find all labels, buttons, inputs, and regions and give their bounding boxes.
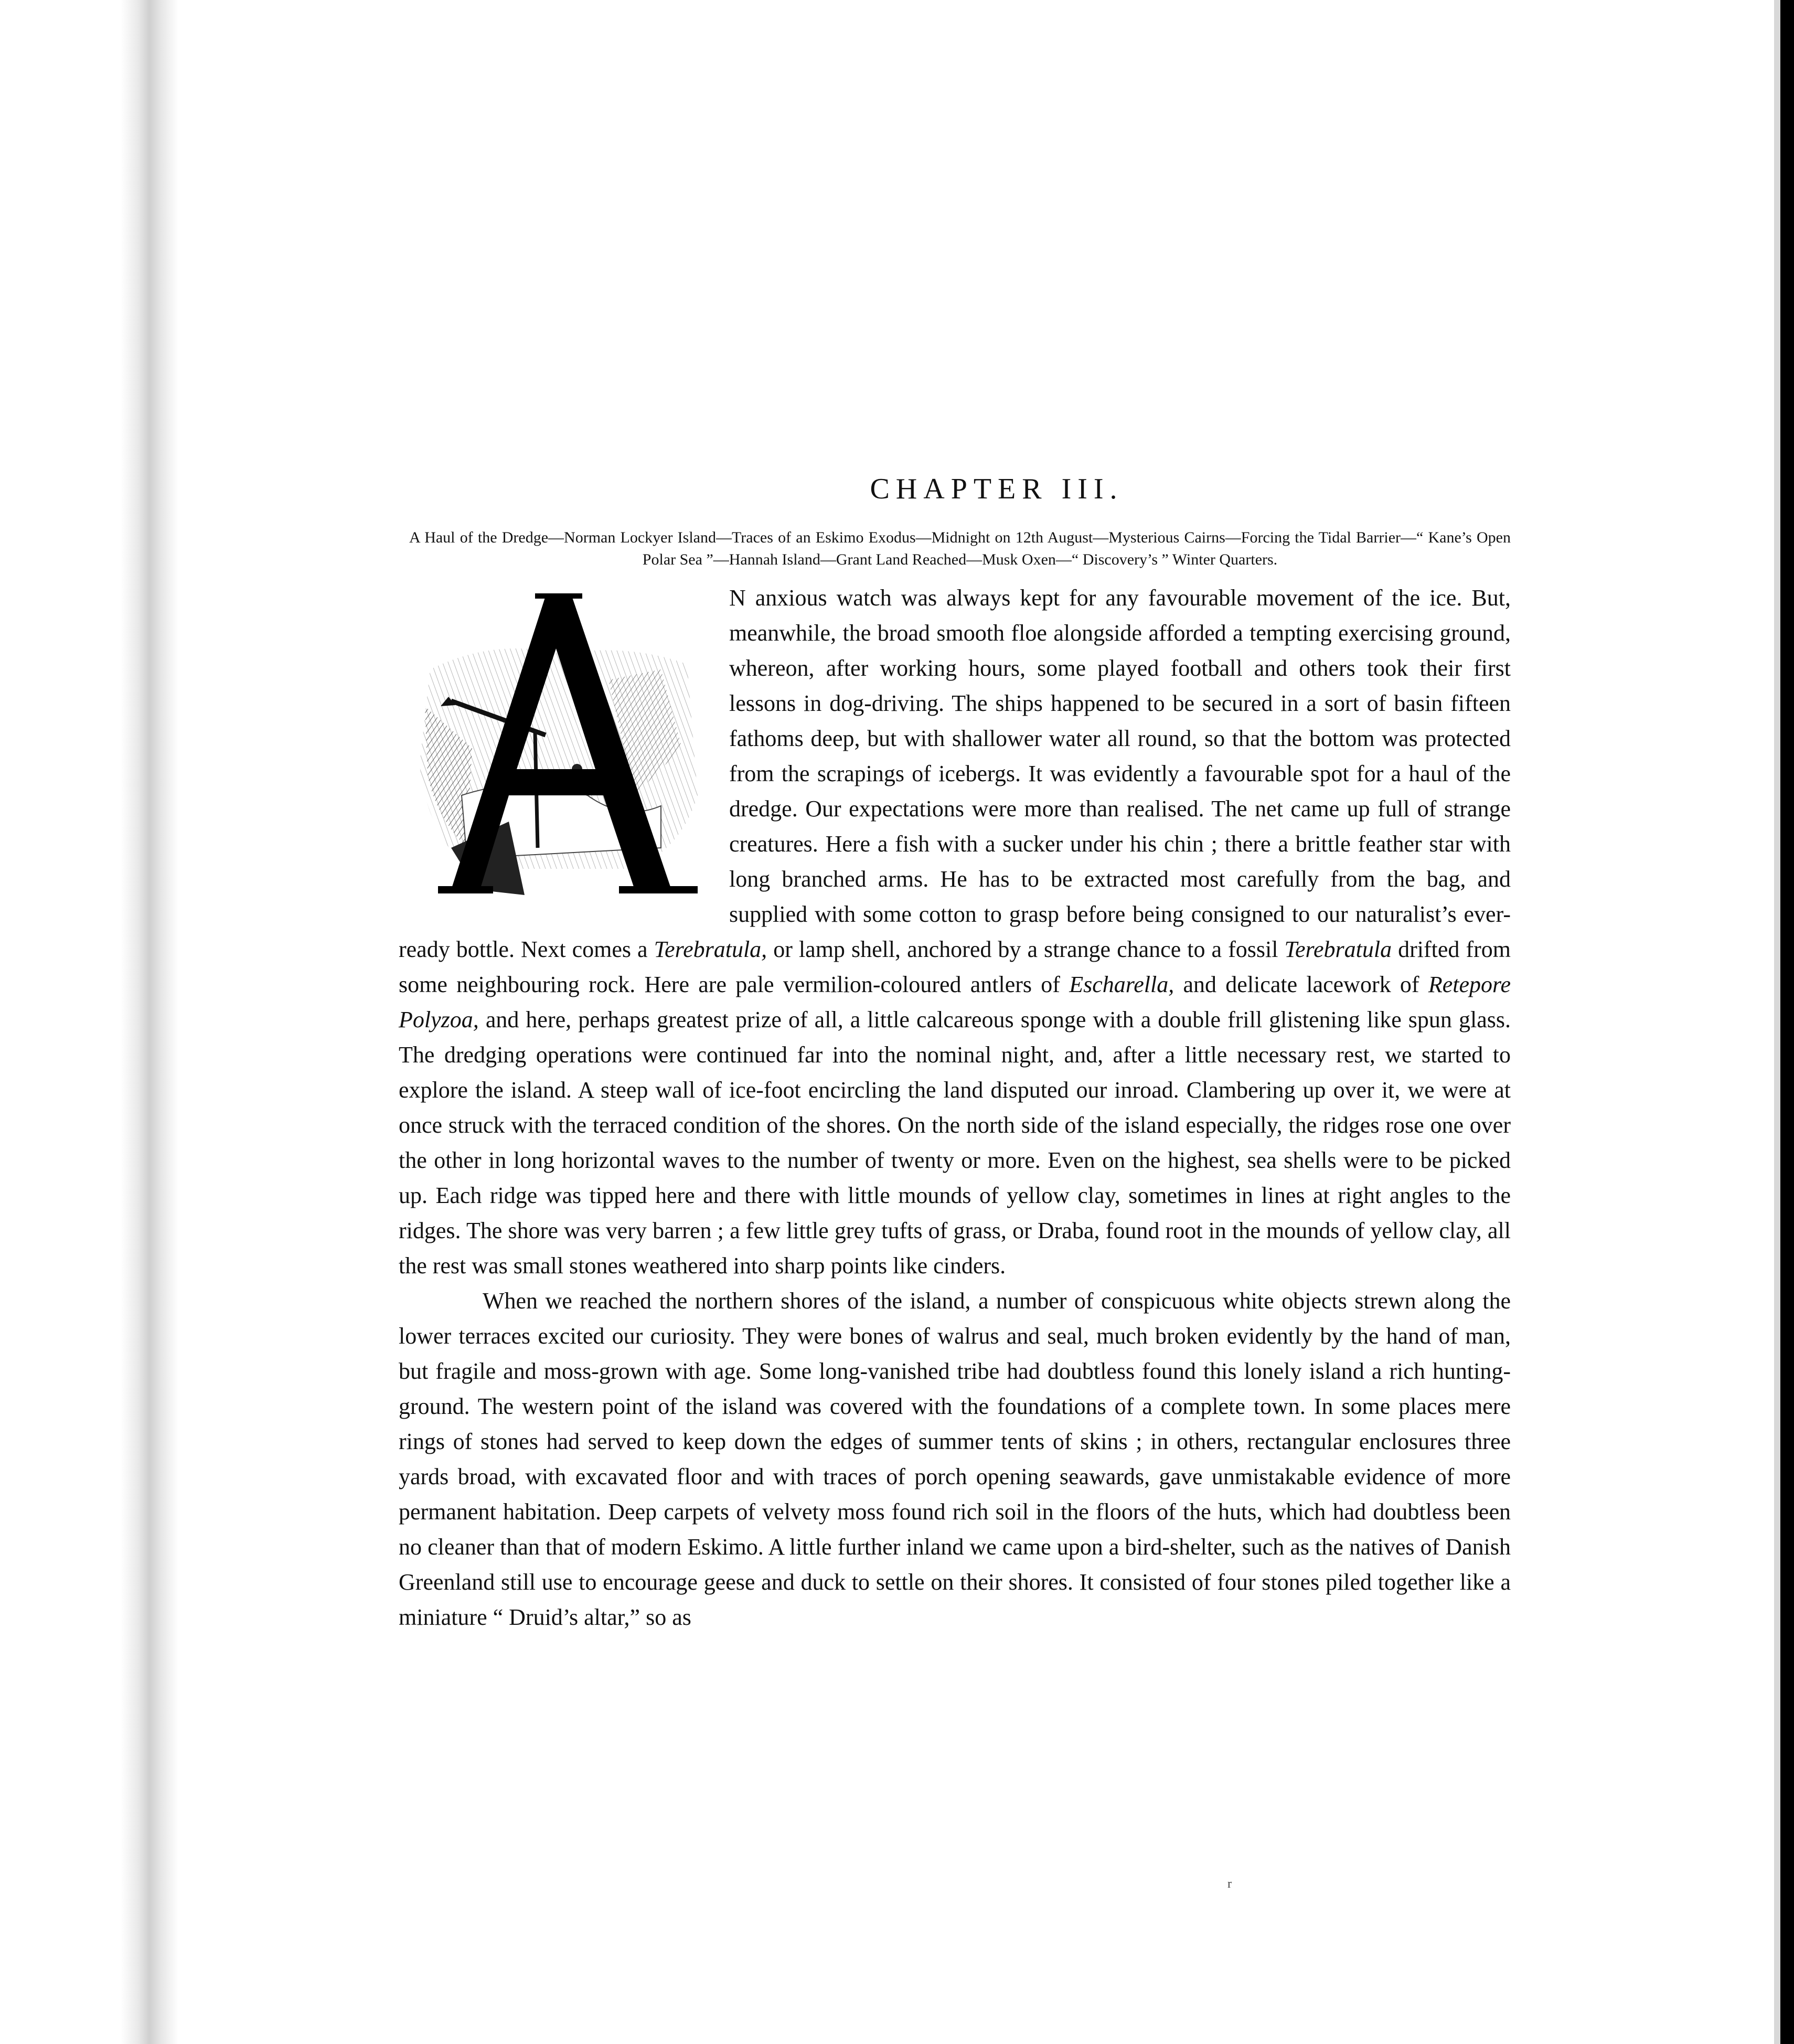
italic-term: Retepore Polyzoa, (399, 972, 1511, 1032)
drop-cap-illustration-icon (388, 575, 713, 900)
italic-term: Terebratula (1284, 936, 1392, 962)
scan-page-edge (1774, 0, 1780, 2044)
scan-border (1780, 0, 1794, 2044)
paragraph-1-text: N anxious watch was always kept for any favourable movement of the ice. But, meanwhile, the broad smooth floe alongside afforded a tempting exercising ground, whereon, after working hours, some played football and others took their first lessons in dog-driving. The ships happened to be secured in a sort of basin fifteen fathoms deep, but with shallower water all round, so that the bottom was protected from the scrapings of icebergs. It was evidently a favourable spot for a haul of the dredge. Our expectations were more than realised. The net came up full of strange creatures. Here a fish with a sucker under his chin ; there a brittle feather star with long branched arms. He has to be extracted most carefully from the bag, and supplied with some cotton to grasp before being consigned to our naturalist’s ever-ready bottle. Next comes a (399, 585, 1511, 962)
page-content (399, 472, 1511, 1635)
chapter-title: CHAPTER III. (870, 473, 1124, 505)
italic-term: Terebratula, (654, 936, 767, 962)
paragraph-1-text: and here, perhaps greatest prize of all, a little calcareous sponge with a double frill glistening like spun glass. The dredging operations were continued far into the nominal night, and, after a little necessary rest, we started to explore the island. A steep wall of ice-foot encircling the land disputed our inroad. Clambering up over it, we were at once struck with the terraced condition of the shores. On the north side of the island especially, the ridges rose one over the other in long horizontal waves to the number of twenty or more. Even on the highest, sea shells were to be picked up. Each ridge was tipped here and there with little mounds of yellow clay, sometimes in lines at right angles to the ridges. The shore was very barren ; a few little grey tufts of grass, or Draba, found root in the mounds of yellow clay, all the rest was small stones weathered into sharp points like cinders. (399, 1007, 1511, 1279)
chapter-summary: A Haul of the Dredge—Norman Lockyer Island—Traces of an Eskimo Exodus—Midnight on 12th August—Mysterious Cairns—Forcing the Tidal Barrier—“ Kane’s Open Polar Sea ”—Hannah Island—Grant Land Reached—Musk Oxen—“ Discovery’s ” Winter Quarters. (409, 529, 1511, 568)
italic-term: Escharella, (1069, 972, 1174, 997)
scan-gutter-shadow (121, 0, 178, 2044)
paragraph-1-text: drifted from some neighbouring rock. Here are pale vermilion-coloured antlers of (399, 936, 1511, 997)
chapter-body (399, 580, 1511, 1635)
paragraph-2: When we reached the northern shores of the island, a number of conspicuous white objects strewn along the lower terraces excited our curiosity. They were bones of walrus and seal, much broken evidently by the hand of man, but fragile and moss-grown with age. Some long-vanished tribe had doubtless found this lonely island a rich hunting-ground. The western point of the island was covered with the foundations of a complete town. In some places mere rings of stones had served to keep down the edges of summer tents of skins ; in others, rectangular enclosures three yards broad, with excavated floor and with traces of porch opening seawards, gave unmistakable evidence of more permanent habitation. Deep carpets of velvety moss found rich soil in the floors of the huts, which had doubtless been no cleaner than that of modern Eskimo. A little further inland we came upon a bird-shelter, such as the natives of Danish Greenland still use to encourage geese and duck to settle on their shores. It consisted of four stones piled together like a miniature “ Druid’s altar,” so as (399, 1288, 1511, 1630)
page-mark: r (1227, 1877, 1232, 1891)
paragraph-1-text: and delicate lacework of (1174, 972, 1428, 997)
illustrated-drop-cap (388, 575, 713, 900)
paragraph-1-text: or lamp shell, anchored by a strange chance to a fossil (767, 936, 1285, 962)
